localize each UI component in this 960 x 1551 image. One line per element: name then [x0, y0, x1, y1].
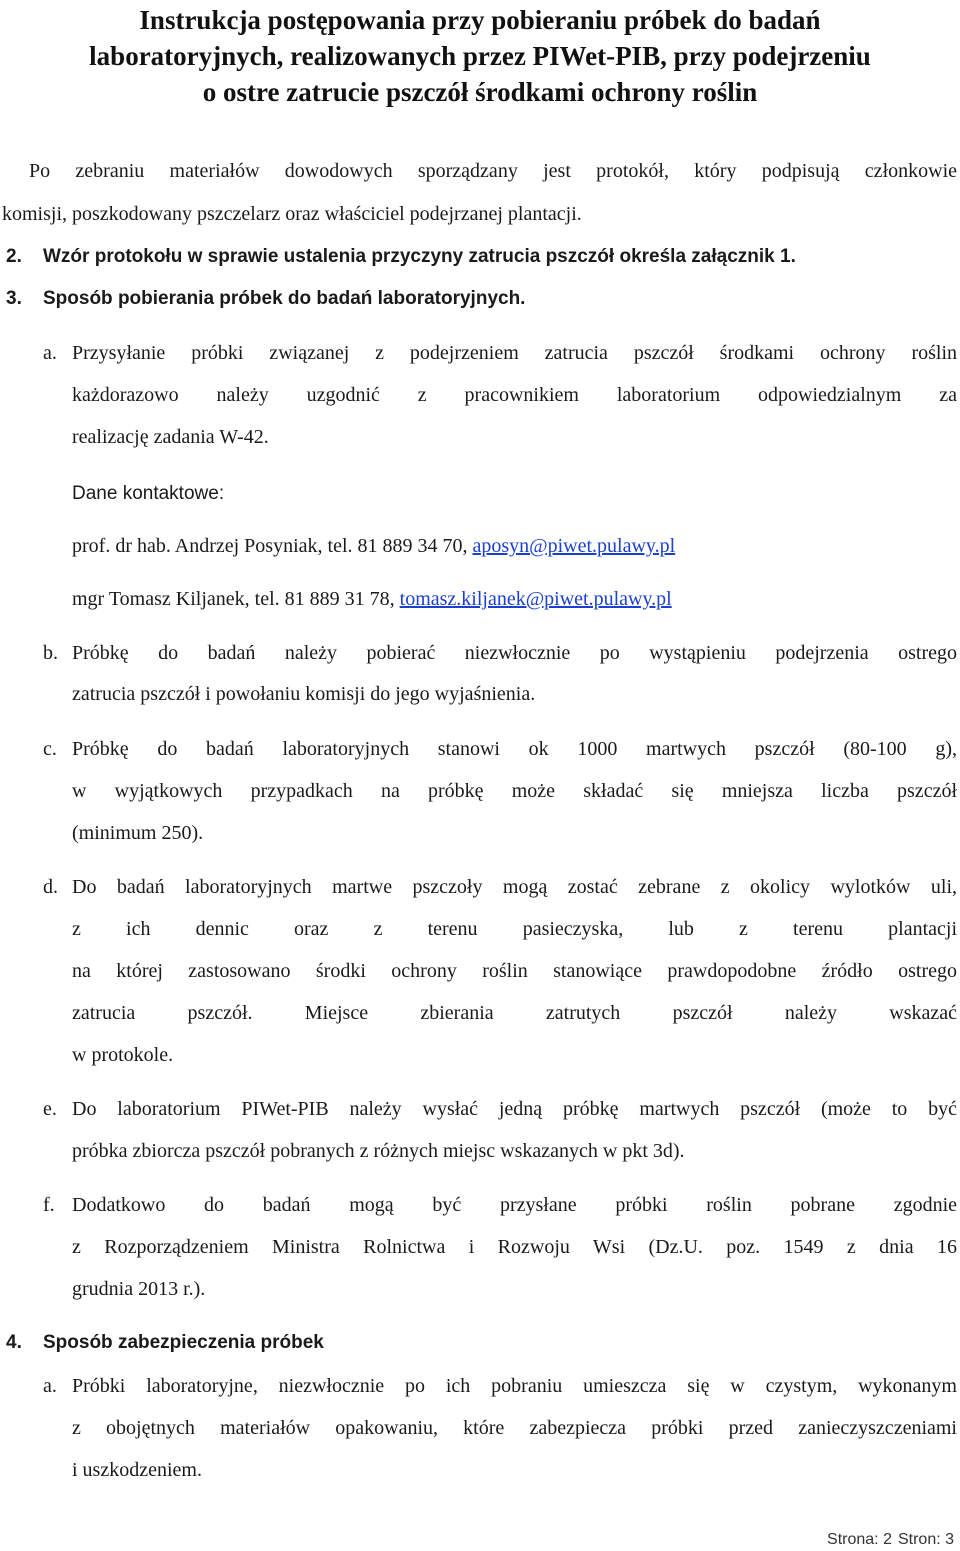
- point-2-text: Wzór protokołu w sprawie ustalenia przyczyny zatrucia pszczół określa załącznik 1.: [43, 246, 796, 267]
- item-d-line-2: z ich dennic oraz z terenu pasieczyska, lub z terenu plantacji: [72, 918, 957, 940]
- page-footer: [821, 1530, 954, 1550]
- item-a-line-3: realizację zadania W-42.: [72, 426, 269, 448]
- intro-line-2: komisji, poszkodowany pszczelarz oraz właściciel podejrzanej plantacji.: [2, 203, 582, 225]
- item-4a-marker: a.: [43, 1375, 57, 1397]
- email-link-posyniak[interactable]: aposyn@piwet.pulawy.pl: [472, 535, 676, 557]
- contact-kiljanek: [72, 586, 672, 612]
- item-d-line-5: w protokole.: [72, 1044, 174, 1066]
- item-b-marker: b.: [43, 642, 58, 664]
- item-f-line-2: z Rozporządzeniem Ministra Rolnictwa i Rozwoju Wsi (Dz.U. poz. 1549 z dnia 16: [72, 1236, 957, 1258]
- title-line-3: o ostre zatrucie pszczół środkami ochrony roślin: [202, 77, 758, 107]
- point-3-number: 3.: [6, 288, 22, 309]
- page-number: Strona: 2: [827, 1531, 892, 1548]
- item-f-marker: f.: [43, 1194, 55, 1216]
- item-f-line-3: grudnia 2013 r.).: [72, 1278, 206, 1300]
- item-d-line-3: na której zastosowano środki ochrony roślin stanowiące prawdopodobne źródło ostrego: [72, 960, 957, 982]
- item-c-line-1: Próbkę do badań laboratoryjnych stanowi ok 1000 martwych pszczół (80-100 g),: [72, 738, 957, 760]
- item-e-marker: e.: [43, 1098, 57, 1120]
- point-3-text: Sposób pobierania próbek do badań laboratoryjnych.: [43, 288, 526, 309]
- item-4a-line-2: z obojętnych materiałów opakowaniu, które zabezpiecza próbki przed zanieczyszczeniami: [72, 1417, 957, 1439]
- item-4a-line-1: Próbki laboratoryjne, niezwłocznie po ich pobraniu umieszcza się w czystym, wykonanym: [72, 1375, 957, 1397]
- contacts-heading: Dane kontaktowe:: [72, 483, 225, 504]
- contact-posyniak: [72, 533, 675, 559]
- contact-kiljanek-text: mgr Tomasz Kiljanek, tel. 81 889 31 78,: [72, 588, 400, 610]
- item-b-line-2: zatrucia pszczół i powołaniu komisji do jego wyjaśnienia.: [72, 683, 536, 705]
- item-e-line-2: próbka zbiorcza pszczół pobranych z różnych miejsc wskazanych w pkt 3d).: [72, 1140, 685, 1162]
- item-c-line-3: (minimum 250).: [72, 822, 204, 844]
- title-line-2: laboratoryjnych, realizowanych przez PIWet-PIB, przy podejrzeniu: [89, 41, 871, 71]
- item-4a-line-3: i uszkodzeniem.: [72, 1459, 202, 1481]
- point-4-number: 4.: [6, 1332, 22, 1353]
- page-count: Stron: 3: [897, 1531, 954, 1548]
- item-a-line-2: każdorazowo należy uzgodnić z pracownikiem laboratorium odpowiedzialnym za: [72, 384, 957, 406]
- item-d-marker: d.: [43, 876, 58, 898]
- item-a-marker: a.: [43, 342, 57, 364]
- point-4-text: Sposób zabezpieczenia próbek: [43, 1332, 324, 1353]
- title-line-1: Instrukcja postępowania przy pobieraniu próbek do badań: [139, 5, 821, 35]
- item-c-line-2: w wyjątkowych przypadkach na próbkę może składać się mniejsza liczba pszczół: [72, 780, 957, 802]
- item-f-line-1: Dodatkowo do badań mogą być przysłane próbki roślin pobrane zgodnie: [72, 1194, 957, 1216]
- item-c-marker: c.: [43, 738, 57, 760]
- item-b-line-1: Próbkę do badań należy pobierać niezwłocznie po wystąpieniu podejrzenia ostrego: [72, 642, 957, 664]
- contact-posyniak-text: prof. dr hab. Andrzej Posyniak, tel. 81 889 34 70,: [72, 535, 473, 557]
- page-title: [0, 2, 960, 110]
- item-a-line-1: Przysyłanie próbki związanej z podejrzeniem zatrucia pszczół środkami ochrony roślin: [72, 342, 957, 364]
- item-d-line-1: Do badań laboratoryjnych martwe pszczoły mogą zostać zebrane z okolicy wylotków uli,: [72, 876, 957, 898]
- item-d-line-4: zatrucia pszczół. Miejsce zbierania zatrutych pszczół należy wskazać: [72, 1002, 957, 1024]
- intro-line-1: Po zebraniu materiałów dowodowych sporządzany jest protokół, który podpisują członkowie: [29, 160, 957, 182]
- point-2-number: 2.: [6, 246, 22, 267]
- email-link-kiljanek[interactable]: tomasz.kiljanek@piwet.pulawy.pl: [399, 588, 672, 610]
- item-e-line-1: Do laboratorium PIWet-PIB należy wysłać jedną próbkę martwych pszczół (może to być: [72, 1098, 957, 1120]
